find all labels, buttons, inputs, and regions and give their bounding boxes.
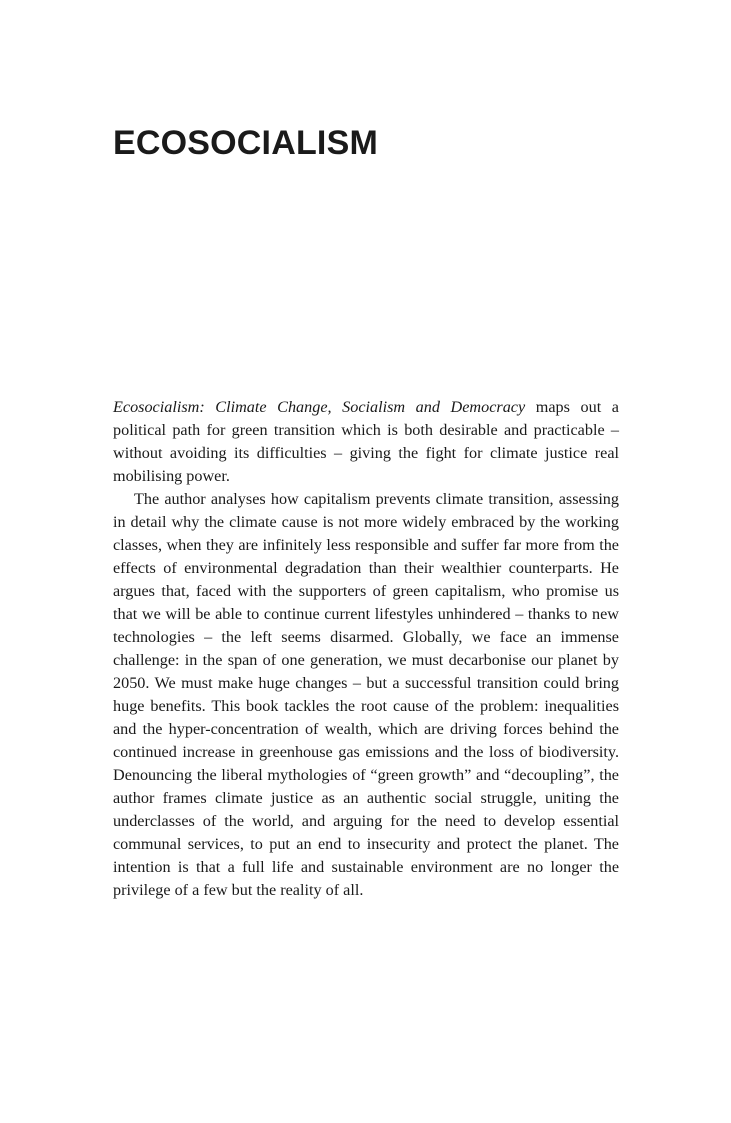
book-title-italic: Ecosocialism: Climate Change, Socialism and Democracy [113, 398, 526, 416]
blurb-paragraph-1 [113, 396, 619, 488]
blurb-paragraph-1-text: maps out a political path for green transition which is both desirable and practicable – without avoiding its difficulties – giving the fight for climate justice real mobilising power. [113, 398, 619, 485]
book-blurb [113, 396, 619, 902]
page-title: ECOSOCIALISM [113, 124, 378, 162]
blurb-paragraph-2: The author analyses how capitalism prevents climate transition, assessing in detail why the climate cause is not more widely embraced by the working classes, when they are infinitely less responsible and suffer far more from the effects of environmental degradation than their wealthier counterparts. He argues that, faced with the supporters of green capitalism, who promise us that we will be able to continue current lifestyles unhindered – thanks to new technologies – the left seems disarmed. Globally, we face an immense challenge: in the span of one generation, we must decarbonise our planet by 2050. We must make huge changes – but a successful transition could bring huge benefits. This book tackles the root cause of the problem: inequalities and the hyper-concentration of wealth, which are driving forces behind the continued increase in greenhouse gas emissions and the loss of biodiversity. Denouncing the liberal mythologies of “green growth” and “decoupling”, the author frames climate justice as an authentic social struggle, uniting the underclasses of the world, and arguing for the need to develop essential communal services, to put an end to insecurity and protect the planet. The intention is that a full life and sustainable environment are no longer the privilege of a few but the reality of all. [113, 490, 619, 899]
